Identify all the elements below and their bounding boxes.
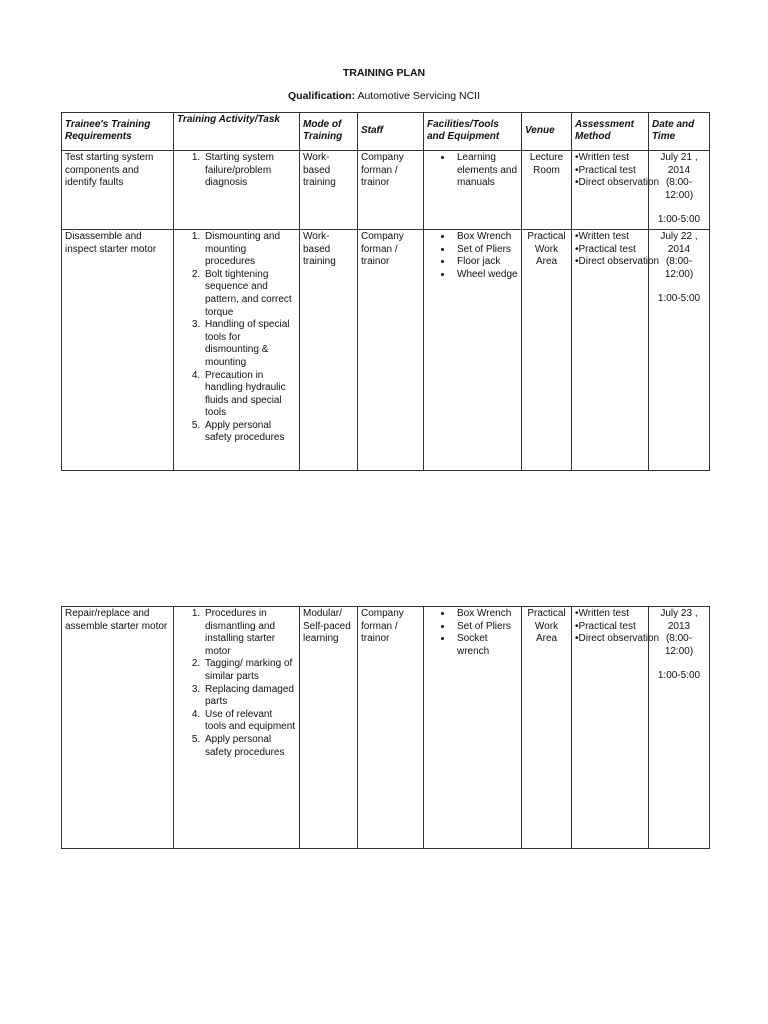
mode-cell: Work-based training [300, 229, 358, 470]
activity-item: 5. Apply personal safety procedures [203, 734, 296, 759]
facilities-list [427, 608, 518, 658]
header-activity: Training Activity/Task [174, 113, 300, 151]
assessment-cell [572, 151, 660, 230]
activity-item: 3. Replacing damaged parts [203, 684, 296, 709]
venue-cell: Lecture Room [522, 151, 572, 230]
date-text: July 22 , 2014 [660, 230, 698, 255]
header-venue: Venue [522, 113, 572, 151]
header-staff: Staff [358, 113, 424, 151]
venue-cell: Practical Work Area [522, 229, 572, 470]
training-plan-table [61, 112, 710, 471]
mode-cell: Modular/ Self-paced learning [300, 607, 358, 849]
date-text: July 23 , 2013 [660, 608, 698, 632]
facilities-list [427, 231, 518, 281]
facility-item: • Socket wrench [453, 633, 518, 658]
facility-item: • Learning elements and manuals [453, 152, 518, 190]
time-pm: 1:00-5:00 [657, 214, 701, 226]
assessment-item: •Practical test [575, 164, 636, 176]
activity-item: 1. Starting system failure/problem diagnosis [203, 152, 296, 190]
time-am: (8:00-12:00) [664, 177, 694, 201]
activity-list [177, 231, 296, 445]
facility-item: • Box Wrench [453, 231, 518, 244]
header-datetime: Date and Time [649, 113, 710, 151]
activity-cell [174, 607, 300, 849]
assessment-cell [572, 229, 660, 470]
assessment-cell [572, 607, 660, 849]
facility-item: • Floor jack [453, 256, 518, 269]
table-row [62, 607, 710, 849]
qualification-label: Qualification: [288, 90, 356, 102]
facility-item: • Set of Pliers [453, 244, 518, 257]
header-row [62, 113, 710, 151]
requirement-cell: Repair/replace and assemble starter motor [62, 607, 174, 849]
venue-cell: Practical Work Area [522, 607, 572, 849]
assessment-item: •Practical test [575, 243, 636, 255]
header-assessment: Assessment Method [572, 113, 649, 151]
assessment-item: •Practical test [575, 620, 636, 632]
activity-list [177, 608, 296, 759]
facilities-cell [424, 607, 522, 849]
activity-cell [174, 229, 300, 470]
activity-item: 2. Bolt tightening sequence and pattern, and correct torque [203, 269, 296, 319]
table-row [62, 229, 710, 470]
activity-item: 1. Dismounting and mounting procedures [203, 231, 296, 269]
staff-cell: Company forman / trainor [358, 229, 424, 470]
assessment-item: •Direct observation [575, 256, 660, 268]
requirement-cell: Disassemble and inspect starter motor [62, 229, 174, 470]
activity-item: 2. Tagging/ marking of similar parts [203, 658, 296, 683]
assessment-item: •Direct observation [575, 633, 660, 645]
mode-cell: Work-based training [300, 151, 358, 230]
table-row [62, 151, 710, 230]
training-plan-table-continued [61, 606, 710, 849]
assessment-item: •Direct observation [575, 177, 660, 189]
requirement-cell: Test starting system components and identify faults [62, 151, 174, 230]
staff-cell: Company forman / trainor [358, 151, 424, 230]
assessment-item: •Written test [575, 230, 629, 242]
staff-cell: Company forman / trainor [358, 607, 424, 849]
header-requirements: Trainee's Training Requirements [62, 113, 174, 151]
time-pm: 1:00-5:00 [657, 293, 701, 305]
activity-item: 4. Use of relevant tools and equipment [203, 709, 296, 734]
facilities-cell [424, 151, 522, 230]
activity-cell [174, 151, 300, 230]
facility-item: • Box Wrench [453, 608, 518, 621]
assessment-item: •Written test [575, 152, 629, 163]
qualification-value: Automotive Servicing NCII [357, 90, 480, 102]
header-facilities: Facilities/Tools and Equipment [424, 113, 522, 151]
facilities-list [427, 152, 518, 190]
facility-item: • Wheel wedge [453, 269, 518, 282]
activity-item: 3. Handling of special tools for dismounting & mounting [203, 319, 296, 369]
activity-list [177, 152, 296, 190]
date-text: July 21 , 2014 [660, 152, 698, 176]
header-mode: Mode of Training [300, 113, 358, 151]
activity-item: 5. Apply personal safety procedures [203, 420, 296, 445]
datetime-cell [649, 151, 710, 230]
time-am: (8:00-12:00) [664, 633, 694, 657]
time-am: (8:00-12:00) [664, 256, 694, 280]
facilities-cell [424, 229, 522, 470]
activity-item: 4. Precaution in handling hydraulic fluids and special tools [203, 370, 296, 420]
qualification-line [0, 90, 768, 102]
facility-item: • Set of Pliers [453, 621, 518, 634]
time-pm: 1:00-5:00 [657, 670, 701, 682]
activity-item: 1. Procedures in dismantling and installing starter motor [203, 608, 296, 658]
assessment-item: •Written test [575, 608, 629, 619]
document-title: TRAINING PLAN [342, 67, 426, 79]
